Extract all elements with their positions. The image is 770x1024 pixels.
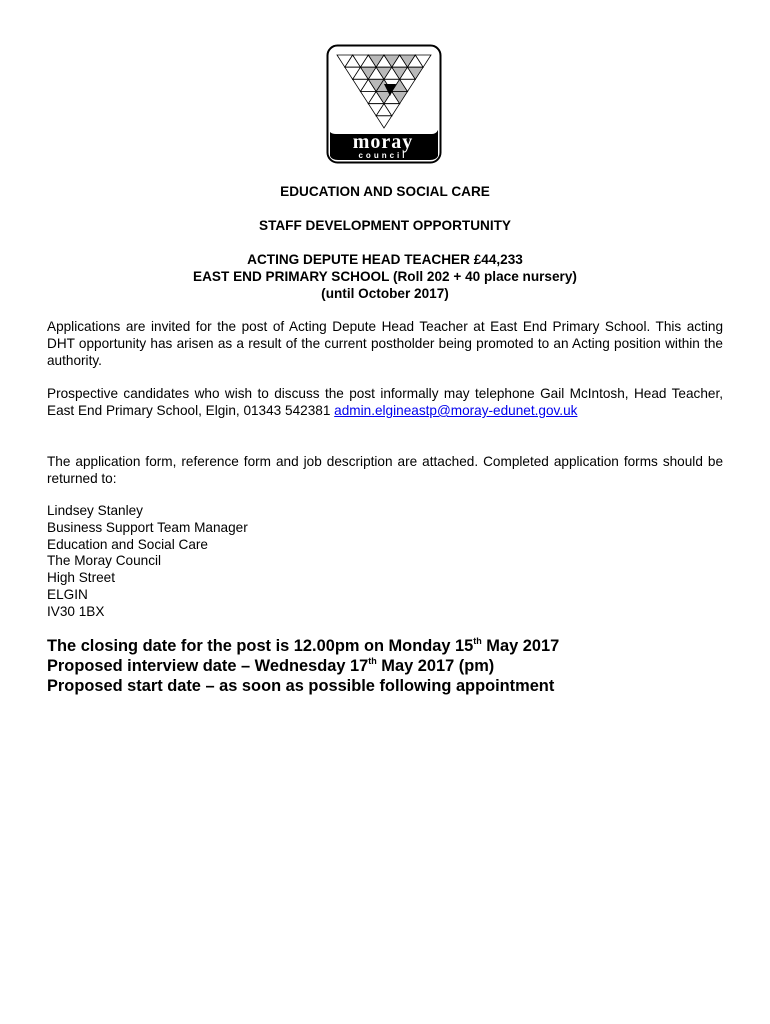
closing-date-text: The closing date for the post is 12.00pm on Monday 15 bbox=[47, 637, 474, 655]
address-line: The Moray Council bbox=[47, 553, 162, 569]
department-heading: EDUCATION AND SOCIAL CARE bbox=[280, 184, 490, 199]
address-line: Lindsey Stanley bbox=[47, 503, 143, 518]
ordinal-suffix: th bbox=[368, 656, 377, 666]
post-title: ACTING DEPUTE HEAD TEACHER £44,233 bbox=[247, 252, 523, 267]
closing-dates bbox=[47, 636, 737, 696]
post-heading bbox=[0, 251, 770, 302]
duration-line: (until October 2017) bbox=[321, 286, 449, 301]
logo-text-sub: council bbox=[358, 151, 408, 160]
closing-date-month: May 2017 bbox=[481, 637, 560, 655]
address-line: Education and Social Care bbox=[47, 536, 208, 552]
moray-council-logo bbox=[326, 44, 442, 164]
address-line: ELGIN bbox=[47, 586, 88, 602]
logo-text-main: moray bbox=[352, 131, 414, 153]
opportunity-heading: STAFF DEVELOPMENT OPPORTUNITY bbox=[259, 218, 511, 233]
interview-date-text: Proposed interview date – Wednesday 17 bbox=[47, 657, 369, 675]
closing-date-line bbox=[47, 636, 737, 656]
return-address bbox=[47, 503, 723, 621]
ordinal-suffix: th bbox=[473, 636, 482, 646]
address-line: IV30 1BX bbox=[47, 603, 105, 619]
interview-date-month: May 2017 (pm) bbox=[376, 657, 495, 675]
moray-council-logo-graphic bbox=[326, 44, 442, 164]
address-line: Business Support Team Manager bbox=[47, 519, 248, 535]
start-date-line: Proposed start date – as soon as possible following appointment bbox=[47, 677, 555, 695]
application-paragraph: The application form, reference form and job description are attached. Completed application forms should be returned to: bbox=[47, 454, 723, 486]
email-link[interactable]: admin.elgineastp@moray-edunet.gov.uk bbox=[334, 403, 578, 418]
intro-paragraph: Applications are invited for the post of Acting Depute Head Teacher at East End Primary School. This acting DHT opportunity has arisen as a result of the current postholder being promoted to an Acting position within the authority. bbox=[47, 319, 723, 368]
interview-date-line bbox=[47, 656, 737, 676]
contact-paragraph bbox=[47, 385, 723, 419]
school-line: EAST END PRIMARY SCHOOL (Roll 202 + 40 place nursery) bbox=[193, 269, 577, 284]
address-line: High Street bbox=[47, 570, 116, 586]
contact-text: Prospective candidates who wish to discuss the post informally may telephone Gail McIntosh, Head Teacher, East End Primary School, Elgin, 01343 542381 bbox=[47, 386, 723, 418]
